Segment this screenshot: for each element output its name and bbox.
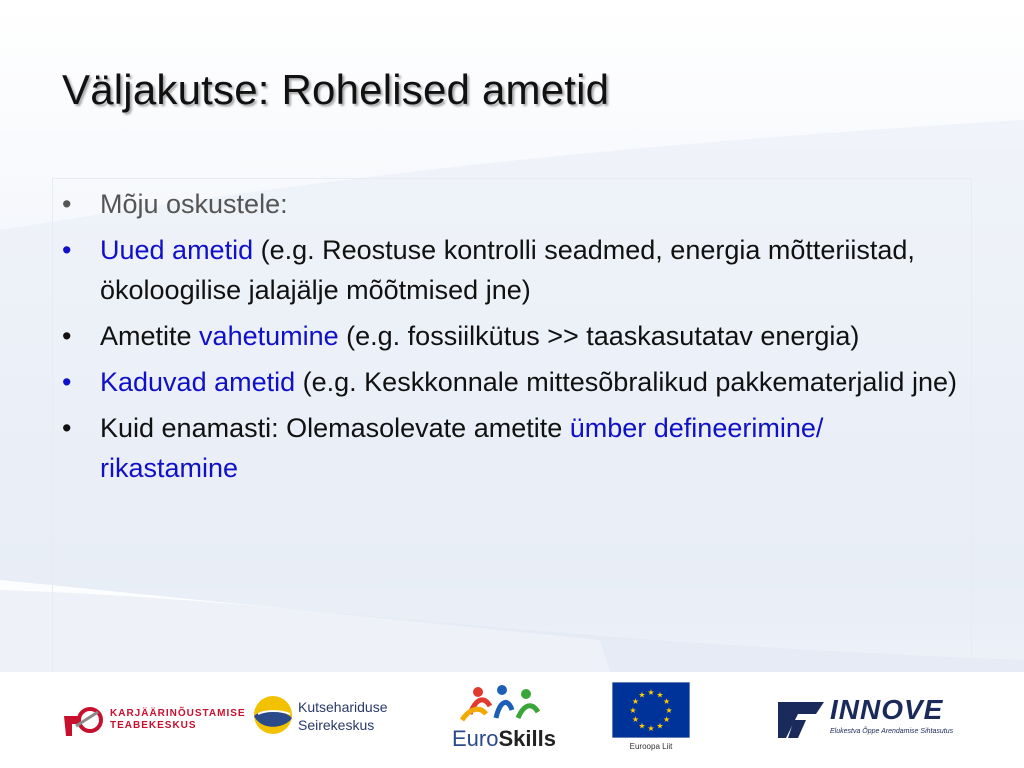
highlighted-term: ümber defineerimine/ rikastamine	[100, 413, 824, 483]
bullet-item	[58, 230, 958, 310]
euroskills-logo	[450, 684, 560, 754]
logo-footer	[0, 672, 1024, 768]
kutseharidus-logo	[252, 694, 412, 744]
kutseharidus-line2: Seirekeskus	[298, 717, 375, 733]
eu-star-icon: ★	[665, 706, 673, 715]
highlighted-term: vahetumine	[199, 321, 339, 351]
eu-star-icon: ★	[656, 721, 664, 731]
bullet-text: Mõju oskustele:	[100, 189, 288, 219]
eu-logo	[612, 682, 692, 762]
bullet-text: (e.g. Reostuse kontrolli seadmed, energia mõtteriistad, ökoloogilise jalajälje mõõtmised jne)	[100, 235, 915, 305]
bullet-marker: •	[62, 235, 72, 265]
bullet-text: (e.g. fossiilkütus >> taaskasutatav energia)	[338, 321, 860, 351]
slide-title: Väljakutse: Rohelised ametid	[62, 66, 610, 113]
innove-logo	[776, 694, 976, 744]
bullet-marker: •	[62, 189, 72, 219]
bullet-marker: •	[62, 321, 72, 351]
eu-star-icon: ★	[647, 724, 655, 733]
eu-star-icon: ★	[656, 690, 664, 700]
karjaar-emblem-icon	[60, 702, 106, 742]
innove-emblem-icon	[776, 694, 826, 740]
karjaar-line2: TEABEKESKUS	[110, 720, 197, 731]
bullet-list	[58, 184, 958, 494]
innove-name: INNOVE	[830, 694, 944, 725]
bullet-marker: •	[62, 413, 72, 443]
bullet-marker: •	[62, 367, 72, 397]
eu-star-icon: ★	[638, 690, 646, 700]
eu-star-icon: ★	[663, 715, 671, 724]
eu-star-icon: ★	[647, 688, 655, 697]
bullet-item	[58, 316, 958, 356]
bullet-item	[58, 184, 958, 224]
innove-tagline: Elukestva Õppe Arendamise Sihtasutus	[830, 728, 954, 735]
eu-star-icon: ★	[629, 706, 637, 715]
euroskills-skills: Skills	[498, 726, 556, 751]
karjaar-line1: KARJÄÄRINÕUSTAMISE	[110, 708, 246, 719]
highlighted-term: Uued ametid	[100, 235, 254, 265]
bullet-text: Kuid enamasti: Olemasolevate ametite	[100, 413, 570, 443]
bullet-item	[58, 408, 958, 488]
eu-star-icon: ★	[631, 697, 639, 706]
bullet-text: (e.g. Keskkonnale mittesõbralikud pakkematerjalid jne)	[295, 367, 957, 397]
karjaar-logo	[60, 702, 246, 742]
eu-star-icon: ★	[631, 715, 639, 724]
eu-star-icon: ★	[663, 697, 671, 706]
bullet-text: Ametite	[100, 321, 200, 351]
eu-caption: Euroopa Liit	[629, 742, 673, 751]
bullet-item	[58, 362, 958, 402]
euroskills-figures-icon	[450, 684, 560, 726]
highlighted-term: Kaduvad ametid	[100, 367, 296, 397]
euroskills-euro: Euro	[452, 726, 499, 751]
kutseharidus-emblem-icon	[252, 694, 294, 736]
eu-flag-icon	[612, 682, 690, 738]
eu-star-icon: ★	[638, 721, 646, 731]
kutseharidus-line1: Kutsehariduse	[298, 699, 388, 715]
